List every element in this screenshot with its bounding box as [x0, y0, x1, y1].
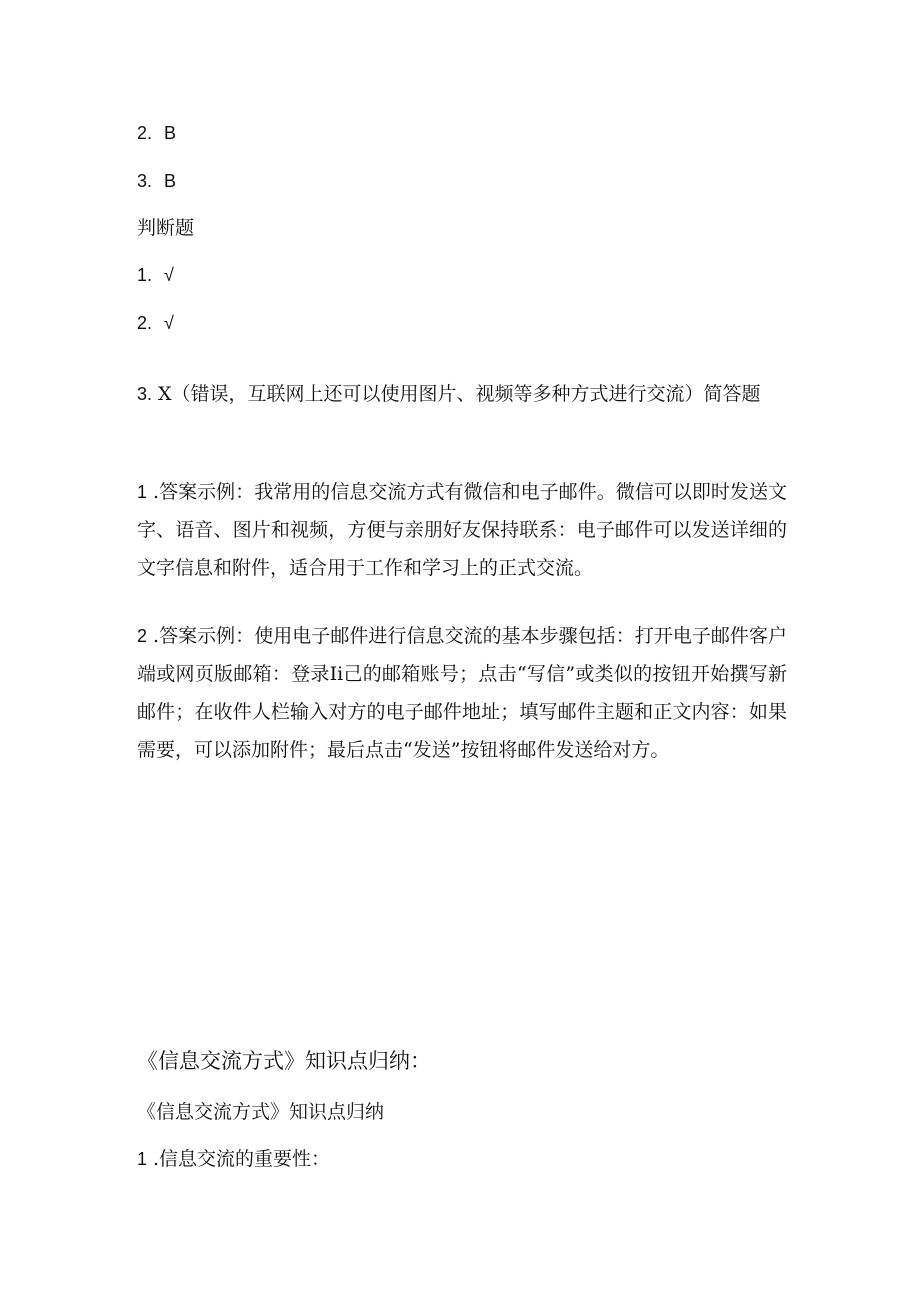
short-answer-1 [137, 473, 787, 587]
item-number: 2 [137, 626, 148, 646]
mc-answer-3 [137, 168, 176, 194]
tf-answer-2 [137, 310, 174, 336]
item-answer: √ [164, 265, 174, 285]
item-number: 1 [137, 482, 148, 502]
short-answer-2 [137, 617, 787, 769]
item-answer: B [164, 171, 177, 191]
item-number: 1 [137, 1149, 148, 1169]
tf-answer-3 [137, 375, 787, 413]
section-heading: 《信息交流方式》知识点归纳： [137, 1049, 431, 1073]
item-number: 2. [137, 123, 153, 143]
item-answer: B [164, 123, 177, 143]
tf-answer-1 [137, 262, 174, 288]
item-number: 1. [137, 265, 153, 285]
true-false-section-title: 判断题 [137, 217, 195, 239]
item-answer: √ [164, 313, 174, 333]
item-text: X（错误，互联网上还可以使用图片、视频等多种方式进行交流）简答题 [158, 383, 761, 405]
item-text: .答案示例：我常用的信息交流方式有微信和电子邮件。微信可以即时发送文字、语音、图片和视频，方便与亲朋好友保持联系：电子邮件可以发送详细的文字信息和附件，适合用于工作和学习上的正式交流。 [137, 481, 787, 579]
mc-answer-2 [137, 120, 176, 146]
knowledge-point-1 [137, 1146, 330, 1172]
item-text: .信息交流的重要性： [153, 1148, 331, 1170]
section-subtitle: 《信息交流方式》知识点归纳 [137, 1101, 385, 1123]
item-number: 3. [137, 384, 153, 404]
item-number: 3. [137, 171, 153, 191]
item-number: 2. [137, 313, 153, 333]
item-text: .答案示例：使用电子邮件进行信息交流的基本步骤包括：打开电子邮件客户端或网页版邮箱：登录Ii己的邮箱账号；点击“写信”或类似的按钮开始撰写新邮件；在收件人栏输入对方的电子邮件地址；填写邮件主题和正文内容：如果需要，可以添加附件；最后点击“发送”按钮将邮件发送给对方。 [137, 625, 787, 761]
